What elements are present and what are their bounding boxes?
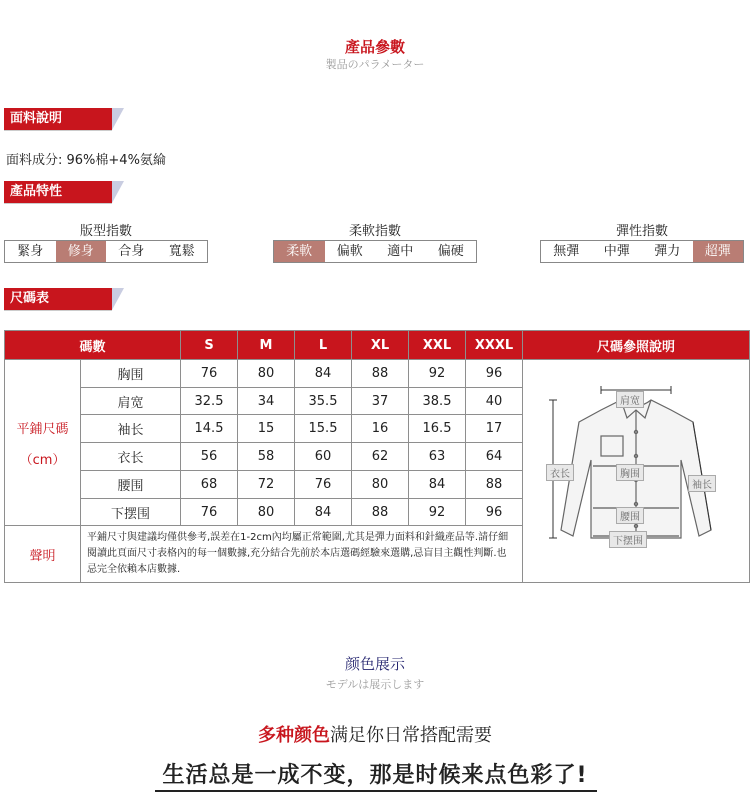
section-tag-label: 產品特性 xyxy=(4,181,112,203)
index-option: 柔軟 xyxy=(274,241,325,262)
section-tag-label: 尺碼表 xyxy=(4,288,112,310)
table-cell: 68 xyxy=(181,470,238,498)
group-label: 平鋪尺碼 xyxy=(16,421,69,437)
group-unit: （cm） xyxy=(19,452,66,468)
measure-name: 袖长 xyxy=(81,415,181,443)
table-cell: 40 xyxy=(466,387,523,415)
index-option: 偏硬 xyxy=(437,244,464,259)
diagram-label-hem: 下摆围 xyxy=(609,531,647,548)
table-cell: 80 xyxy=(352,470,409,498)
table-cell: 63 xyxy=(409,443,466,471)
page-subtitle: 製品のパラメーター xyxy=(325,58,425,71)
table-cell: 84 xyxy=(409,470,466,498)
table-cell: 38.5 xyxy=(409,387,466,415)
diagram-label-chest: 胸围 xyxy=(616,464,644,481)
section-tag-size xyxy=(4,288,122,310)
tag-tail xyxy=(112,181,124,203)
shirt-diagram-cell xyxy=(523,360,750,583)
table-cell: 80 xyxy=(238,360,295,388)
table-cell: 56 xyxy=(181,443,238,471)
table-cell: 15 xyxy=(238,415,295,443)
section-tag-fabric xyxy=(4,108,122,130)
slogan-line-2: 生活总是一成不变，那是时候来点色彩了! xyxy=(162,763,588,788)
diagram-label-shoulder: 肩宽 xyxy=(616,391,644,408)
ref-header: 尺碼參照說明 xyxy=(523,331,750,360)
measure-name: 肩宽 xyxy=(81,387,181,415)
table-cell: 84 xyxy=(295,498,352,526)
slogan-underline xyxy=(155,790,597,792)
table-cell: 14.5 xyxy=(181,415,238,443)
table-cell: 92 xyxy=(409,360,466,388)
measure-name: 胸围 xyxy=(81,360,181,388)
table-cell: 64 xyxy=(466,443,523,471)
table-cell: 76 xyxy=(181,498,238,526)
size-header: XXL xyxy=(409,331,466,360)
table-cell: 88 xyxy=(352,498,409,526)
group-label-cell xyxy=(5,360,81,526)
table-cell: 62 xyxy=(352,443,409,471)
table-cell: 80 xyxy=(238,498,295,526)
color-section-title: 颜色展示 xyxy=(344,655,405,673)
diagram-label-length: 衣长 xyxy=(546,464,574,481)
index-option: 中彈 xyxy=(603,244,630,259)
table-cell: 88 xyxy=(466,470,523,498)
table-cell: 34 xyxy=(238,387,295,415)
size-header: XXXL xyxy=(466,331,523,360)
index-option: 偏軟 xyxy=(336,244,363,259)
size-header: M xyxy=(238,331,295,360)
note-text: 平鋪尺寸與建議均僅供參考,誤差在1-2cm內均屬正常範圍,尤其是彈力面料和針織產品等.請仔細閱讀此頁面尺寸表格內的每一個數據,充分結合先前於本店選碼經驗來選購,忌盲目主觀性判斷.也忌完全依賴本店數據. xyxy=(81,526,523,583)
table-cell: 96 xyxy=(466,498,523,526)
diagram-label-waist: 腰围 xyxy=(616,507,644,524)
index-group-elasticity xyxy=(540,220,744,263)
index-title: 版型指數 xyxy=(79,224,132,239)
table-cell: 58 xyxy=(238,443,295,471)
diagram-label-sleeve: 袖长 xyxy=(688,475,716,492)
index-option: 彈力 xyxy=(654,244,681,259)
table-cell: 88 xyxy=(352,360,409,388)
index-option: 適中 xyxy=(387,244,414,259)
table-cell: 32.5 xyxy=(181,387,238,415)
table-cell: 76 xyxy=(181,360,238,388)
index-option: 無彈 xyxy=(553,244,580,259)
index-option: 寬鬆 xyxy=(168,244,195,259)
index-group-softness xyxy=(273,220,477,263)
size-header: L xyxy=(295,331,352,360)
slogan-line-1 xyxy=(0,721,750,747)
table-cell: 37 xyxy=(352,387,409,415)
index-options xyxy=(4,240,208,263)
table-cell: 96 xyxy=(466,360,523,388)
size-header: S xyxy=(181,331,238,360)
measure-name: 衣长 xyxy=(81,443,181,471)
table-cell: 16 xyxy=(352,415,409,443)
fabric-composition: 面料成分: 96%棉+4%氨綸 xyxy=(6,153,166,168)
measure-name: 腰围 xyxy=(81,470,181,498)
table-cell: 16.5 xyxy=(409,415,466,443)
table-cell: 84 xyxy=(295,360,352,388)
index-title: 柔軟指數 xyxy=(348,224,401,239)
note-label: 聲明 xyxy=(5,526,81,583)
table-cell: 17 xyxy=(466,415,523,443)
slogan-highlight: 多种颜色 xyxy=(258,725,330,746)
slogan-rest: 满足你日常搭配需要 xyxy=(330,725,492,746)
page-title: 產品參數 xyxy=(344,38,405,56)
table-cell: 72 xyxy=(238,470,295,498)
index-option: 緊身 xyxy=(17,244,44,259)
section-tag-features xyxy=(4,181,122,203)
table-header-row xyxy=(5,331,750,360)
table-cell: 92 xyxy=(409,498,466,526)
tag-tail xyxy=(112,108,124,130)
index-options xyxy=(540,240,744,263)
section-tag-label: 面料說明 xyxy=(4,108,112,130)
table-row xyxy=(5,360,750,388)
index-options xyxy=(273,240,477,263)
index-option: 修身 xyxy=(56,241,107,262)
size-header: XL xyxy=(352,331,409,360)
table-cell: 60 xyxy=(295,443,352,471)
tag-tail xyxy=(112,288,124,310)
size-table xyxy=(4,330,750,583)
measure-name: 下摆围 xyxy=(81,498,181,526)
color-section-subtitle: モデルは展示します xyxy=(325,678,425,691)
table-cell: 35.5 xyxy=(295,387,352,415)
table-cell: 76 xyxy=(295,470,352,498)
index-group-fit xyxy=(4,220,208,263)
index-option: 合身 xyxy=(118,244,145,259)
size-header-label: 碼數 xyxy=(5,331,181,360)
index-title: 彈性指數 xyxy=(615,224,668,239)
table-cell: 15.5 xyxy=(295,415,352,443)
index-option: 超彈 xyxy=(693,241,744,262)
